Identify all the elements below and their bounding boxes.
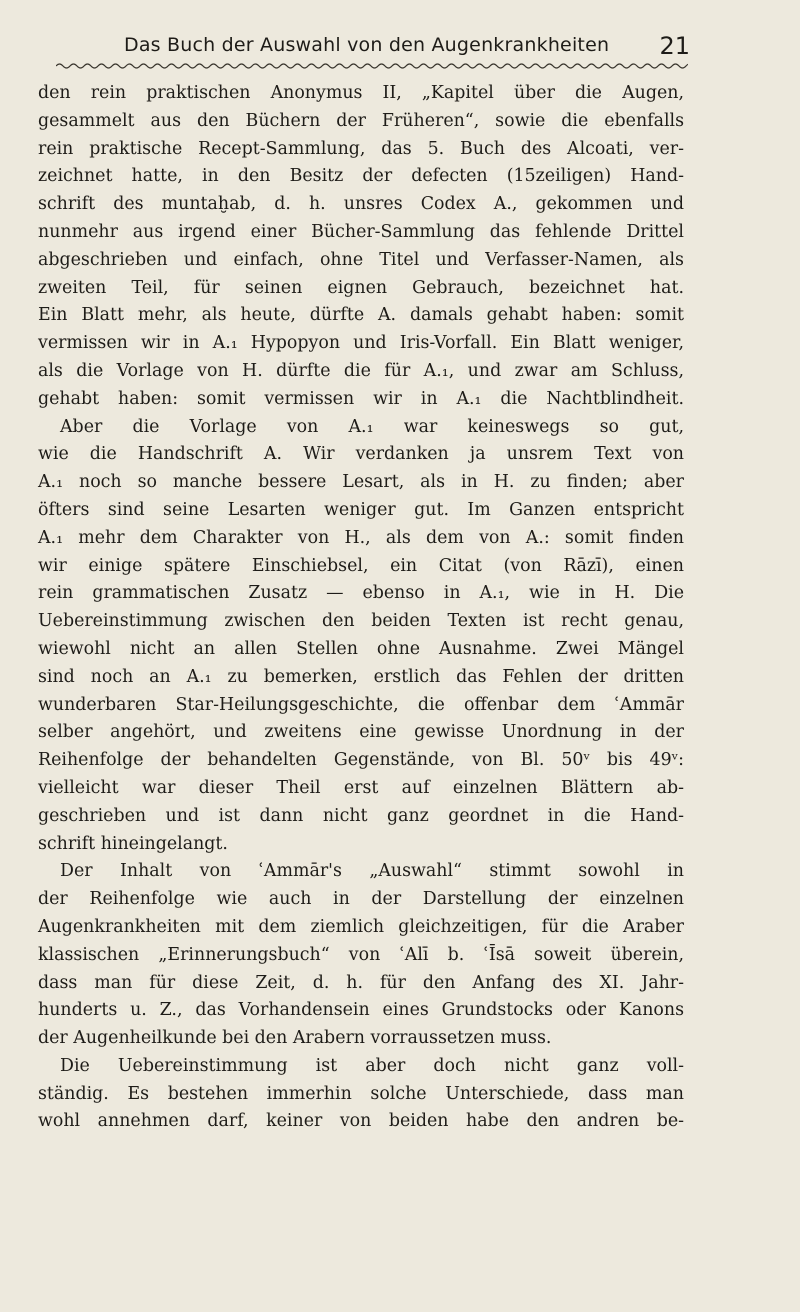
text-line: den rein praktischen Anonymus II, „Kapitel über die Augen, [38,83,684,103]
text-line: klassischen „Erinnerungsbuch“ von ʿAlī b. ʿĪsā soweit überein, [38,944,684,965]
text-line: A.₁ mehr dem Charakter von H., als dem von A.: somit finden [38,527,684,548]
text-line: Reihenfolge der behandelten Gegenstände, von Bl. 50ᵛ bis 49ᵛ: [38,750,684,771]
text-line: ständig. Es bestehen immerhin solche Unterschiede, dass man [38,1083,684,1104]
text-line: selber angehört, und zweitens eine gewisse Unordnung in der [38,722,684,743]
text-line: schrift des muntaḫab, d. h. unsres Codex A., gekommen und [38,194,684,215]
body-text [38,80,684,1136]
text-line: abgeschrieben und einfach, ohne Titel und Verfasser-Namen, als [38,249,684,270]
header-title: Das Buch der Auswahl von den Augenkrankheiten [124,34,610,56]
text-line: vielleicht war dieser Theil erst auf einzelnen Blättern ab- [38,777,684,798]
text-line: wiewohl nicht an allen Stellen ohne Ausnahme. Zwei Mängel [38,638,684,659]
text-line: geschrieben und ist dann nicht ganz geordnet in die Hand- [38,805,684,826]
text-line: gehabt haben: somit vermissen wir in A.₁ die Nachtblindheit. [38,388,684,409]
text-line: sind noch an A.₁ zu bemerken, erstlich das Fehlen der dritten [38,666,684,687]
text-line: öfters sind seine Lesarten weniger gut. Im Ganzen entspricht [38,499,684,520]
text-line: Augenkrankheiten mit dem ziemlich gleichzeitigen, für die Araber [38,916,684,937]
text-line: als die Vorlage von H. dürfte die für A.₁, und zwar am Schluss, [38,360,684,381]
text-line: Die Uebereinstimmung ist aber doch nicht ganz voll- [60,1055,684,1076]
decorative-wave-rule [56,60,688,72]
text-line: der Reihenfolge wie auch in der Darstellung der einzelnen [38,889,684,910]
text-line: schrift hineingelangt. [38,833,228,854]
text-line: nunmehr aus irgend einer Bücher-Sammlung das fehlende Drittel [38,221,684,242]
text-line: rein praktische Recept-Sammlung, das 5. Buch des Alcoati, ver- [38,138,684,159]
text-line: hunderts u. Z., das Vorhandensein eines Grundstocks oder Kanons [38,1000,684,1021]
text-line: zeichnet hatte, in den Besitz der defecten (15zeiligen) Hand- [38,166,684,187]
text-line: wunderbaren Star-Heilungsgeschichte, die offenbar dem ʿAmmār [38,694,684,715]
text-line: wie die Handschrift A. Wir verdanken ja unsrem Text von [38,444,684,465]
text-line: A.₁ noch so manche bessere Lesart, als in H. zu finden; aber [38,472,684,493]
text-line: Uebereinstimmung zwischen den beiden Texten ist recht genau, [38,611,684,632]
text-line: der Augenheilkunde bei den Arabern vorraussetzen muss. [38,1028,552,1049]
text-line: wir einige spätere Einschiebsel, ein Citat (von Rāzī), einen [38,555,684,576]
page-number: 21 [659,32,690,60]
text-line: gesammelt aus den Büchern der Früheren“, sowie die ebenfalls [38,110,684,131]
text-line: Der Inhalt von ʿAmmār's „Auswahl“ stimmt sowohl in [60,861,684,882]
text-line: dass man für diese Zeit, d. h. für den Anfang des XI. Jahr- [38,972,684,993]
text-line: rein grammatischen Zusatz — ebenso in A.₁, wie in H. Die [38,583,684,604]
text-line: vermissen wir in A.₁ Hypopyon und Iris-Vorfall. Ein Blatt weniger, [38,333,684,354]
text-line: Aber die Vorlage von A.₁ war keineswegs so gut, [60,416,684,437]
text-line: wohl annehmen darf, keiner von beiden habe den andren be- [38,1111,684,1132]
text-line: Ein Blatt mehr, als heute, dürfte A. damals gehabt haben: somit [38,305,684,326]
running-header [60,28,690,64]
text-line: zweiten Teil, für seinen eignen Gebrauch, bezeichnet hat. [38,277,684,298]
